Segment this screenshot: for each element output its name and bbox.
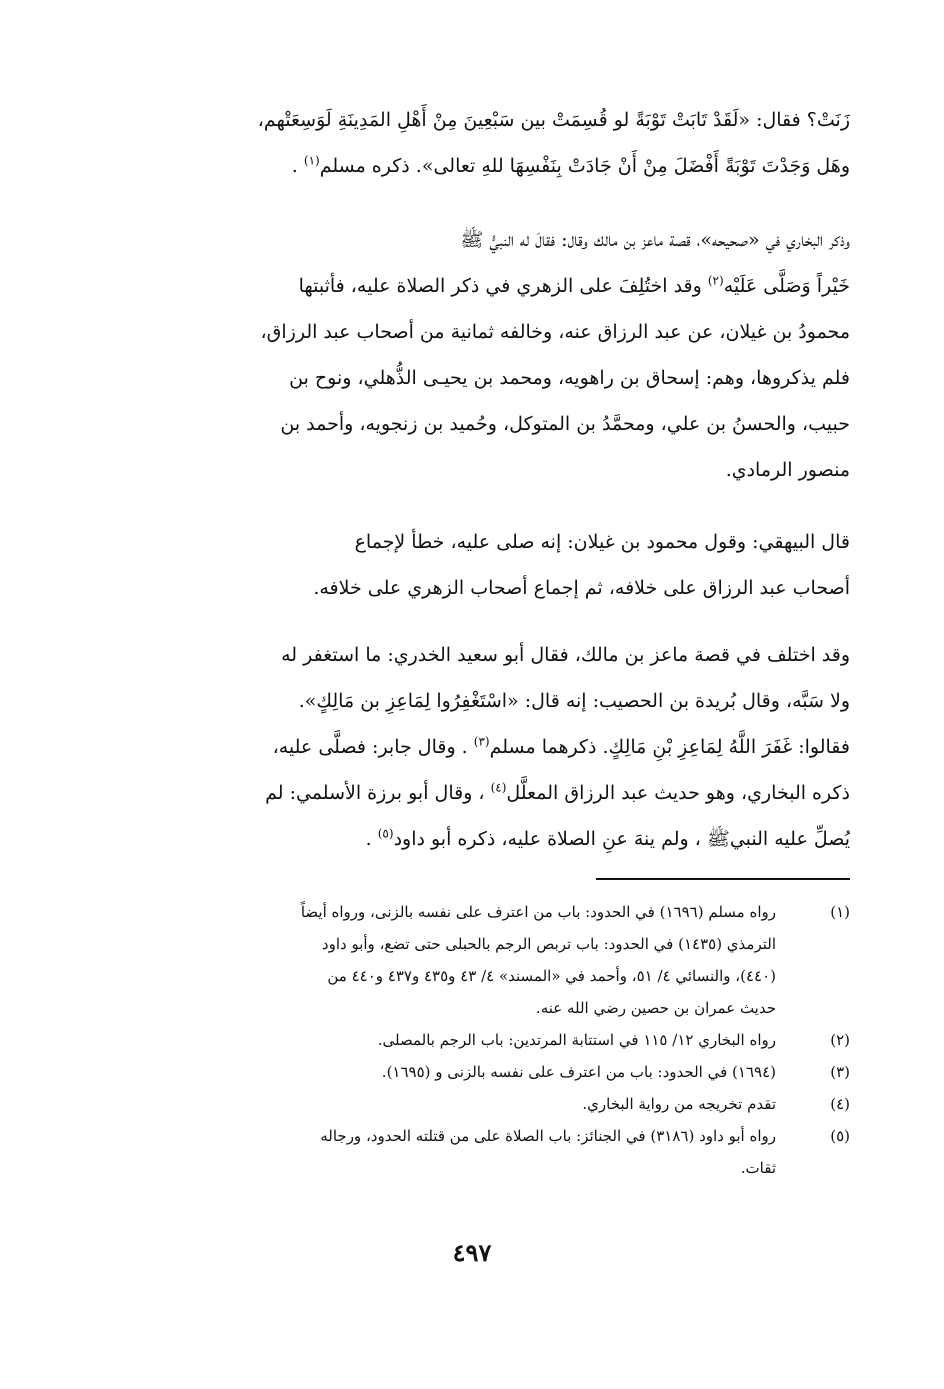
paragraph-line: فلم يذكروها، وهم: إسحاق بن راهويه، ومحمد بن يحيـى الذُّهلي، ونوح بن <box>289 367 850 389</box>
footnote-number: (٢) <box>830 1031 850 1049</box>
paragraph-line-text: يُصلِّ عليه النبيﷺ ، ولم ينهَ عنِ الصلاة عليه، ذكره أبو داود <box>393 828 850 850</box>
paragraph-line <box>90 143 850 189</box>
footnote-text <box>90 1120 810 1184</box>
footnote-line: ثقات. <box>740 1159 776 1177</box>
paragraph-line <box>90 263 850 309</box>
paragraph-line-tail: ، وقال أبو برزة الأسلمي: لم <box>265 782 491 804</box>
paragraph-line: قال البيهقي: وقول محمود بن غيلان: إنه صلى عليه، خطأ لإجماع <box>354 531 850 553</box>
paragraph-line-tail: . <box>365 828 378 850</box>
footnote-line: رواه البخاري ١٢/ ١١٥ في استتابة المرتدين: باب الرجم بالمصلى. <box>377 1031 776 1049</box>
paragraph-line-text: خَيْراً وَصَلَّى عَلَيْه <box>723 275 850 297</box>
paragraph-line: ولا سَبَّه، وقال بُريدة بن الحصيب: إنه قال: «اسْتَغْفِرُوا لِمَاعِزِ بن مَالِكٍ». <box>298 690 850 712</box>
paragraph-line-tail: . <box>291 155 304 177</box>
footnote-ref: (١) <box>303 153 320 168</box>
footnote-5 <box>90 1120 850 1184</box>
paragraph-line <box>90 724 850 770</box>
footnote-line: (١٦٩٤) في الحدود: باب من اعترف على نفسه بالزنى و (١٦٩٥). <box>381 1063 776 1081</box>
footnote-4 <box>90 1088 850 1120</box>
paragraph-line: حبيب، والحسنُ بن علي، ومحمَّدُ بن المتوكل، وحُميد بن زنجويه، وأحمد بن <box>280 413 850 435</box>
footnote-number: (٣) <box>830 1063 850 1081</box>
footnote-number: (٥) <box>830 1127 850 1145</box>
paragraph-line-text: فقالوا: غَفَرَ اللَّهُ لِمَاعِزِ بْنِ مَالِكٍ. ذكرهما مسلم <box>489 736 850 758</box>
footnote-3 <box>90 1056 850 1088</box>
footnote-text <box>90 896 810 1024</box>
footnote-text <box>90 1088 810 1120</box>
footnote-ref: (٣) <box>473 734 490 749</box>
footnote-text <box>90 1056 810 1088</box>
footnote-2 <box>90 1024 850 1056</box>
footnote-line: حديث عمران بن حصين رضي الله عنه. <box>535 999 776 1017</box>
paragraph-line-tail: وقد اختُلِفَ على الزهري في ذكر الصلاة عليه، فأثبتها <box>298 275 708 297</box>
paragraph-line-text: وهَل وَجَدْتَ تَوْبَةً أَفْضَلَ مِنْ أَنْ جَادَتْ بِنَفْسِهَا للهِ تعالى». ذكره مسلم <box>319 155 850 177</box>
paragraph-3 <box>90 519 850 611</box>
footnote-text <box>90 1024 810 1056</box>
footnote-line: رواه أبو داود (٣١٨٦) في الجنائز: باب الصلاة على من قتلته الحدود، ورجاله <box>320 1127 776 1145</box>
footnote-line: رواه مسلم (١٦٩٦) في الحدود: باب من اعترف على نفسه بالزنى، ورواه أيضاً <box>300 903 776 921</box>
paragraph-line: وذكر البخاري في «صحيحه»، قصة ماعز بن مالك وقال: فقالَ له النبيُّ ﷺ <box>460 229 850 251</box>
footnote-ref: (٤) <box>490 780 507 795</box>
paragraph-line: محمودُ بن غيلان، عن عبد الرزاق عنه، وخالفه ثمانية من أصحاب عبد الرزاق، <box>260 321 850 343</box>
footnote-line: تقدم تخريجه من رواية البخاري. <box>582 1095 776 1113</box>
footnote-number: (١) <box>830 903 850 921</box>
paragraph-line <box>90 770 850 816</box>
footnote-number: (٤) <box>830 1095 850 1113</box>
footnote-ref: (٢) <box>707 273 724 288</box>
footnote-line: (٤٤٠)، والنسائي ٤/ ٥١، وأحمد في «المسند» ٤/ ٤٣ و٤٣٥ و٤٣٧ و٤٤٠ من <box>327 967 776 985</box>
paragraph-line-text: ذكره البخاري، وهو حديث عبد الرزاق المعلَّل <box>506 782 850 804</box>
footnote-separator <box>596 878 850 880</box>
paragraph-4 <box>90 632 850 862</box>
paragraph-line: أصحاب عبد الرزاق على خلافه، ثم إجماع أصحاب الزهري على خلافه. <box>313 577 850 599</box>
paragraph-1 <box>90 97 850 189</box>
page-number: ٤٩٧ <box>452 1238 492 1267</box>
footnote-ref: (٥) <box>377 826 394 841</box>
paragraph-2 <box>90 217 850 493</box>
footnote-line: الترمذي (١٤٣٥) في الحدود: باب تربص الرجم بالحبلى حتى تضع، وأبو داود <box>321 935 776 953</box>
paragraph-line-tail: . وقال جابر: فصلَّى عليه، <box>272 736 474 758</box>
paragraph-line: زَنَتْ؟ فقال: «لَقَدْ تَابَتْ تَوْبَةً لو قُسِمَتْ بين سَبْعِينَ مِنْ أَهْلِ المَدِينَةِ لَوَسِعَتْهم، <box>257 109 850 131</box>
footnotes <box>90 896 850 1184</box>
paragraph-line <box>90 816 850 862</box>
paragraph-line: وقد اختلف في قصة ماعز بن مالك، فقال أبو سعيد الخدري: ما استغفر له <box>281 644 850 666</box>
paragraph-line: منصور الرمادي. <box>725 459 850 481</box>
footnote-1 <box>90 896 850 1024</box>
